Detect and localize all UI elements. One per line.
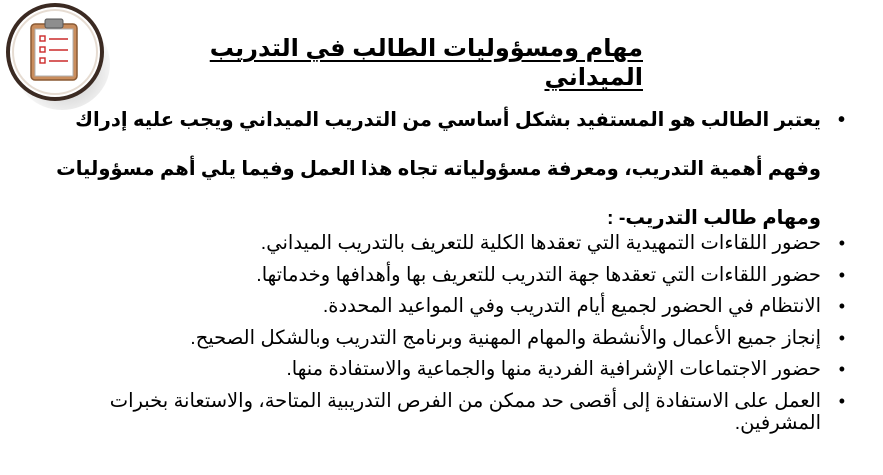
- clipboard-checklist-icon: [0, 0, 110, 110]
- duty-text: العمل على الاستفادة إلى أقصى حد ممكن من الفرص التدريبية المتاحة، والاستعانة بخبرات المشرفين.: [109, 389, 821, 434]
- bullet-icon: •: [838, 359, 845, 379]
- bullet-icon: •: [838, 233, 845, 253]
- bullet-icon: •: [838, 296, 845, 316]
- bullet-icon: •: [838, 264, 845, 285]
- list-item: [30, 232, 845, 254]
- list-item: [30, 264, 845, 286]
- list-item: [30, 295, 845, 317]
- intro-text: يعتبر الطالب هو المستفيد بشكل أساسي من التدريب الميداني ويجب عليه إدراك وفهم أهمية التدريب، ومعرفة مسؤولياته تجاه هذا العمل وفيما يلي أهم مسؤوليات ومهام طالب التدريب- :: [56, 109, 821, 229]
- duty-text: حضور اللقاءات التي تعقدها جهة التدريب للتعريف بها وأهدافها وخدماتها.: [256, 263, 821, 286]
- bullet-icon: •: [837, 109, 845, 131]
- intro-paragraph: [40, 96, 845, 243]
- duty-text: حضور اللقاءات التمهيدية التي تعقدها الكلية للتعريف بالتدريب الميداني.: [260, 232, 821, 254]
- duty-text: حضور الاجتماعات الإشرافية الفردية منها والجماعية والاستفادة منها.: [286, 358, 821, 380]
- list-item: [30, 390, 845, 434]
- duty-text: الانتظام في الحضور لجميع أيام التدريب وفي المواعيد المحددة.: [322, 295, 821, 317]
- bullet-icon: •: [838, 390, 845, 411]
- duty-text: إنجاز جميع الأعمال والأنشطة والمهام المهنية وبرنامج التدريب وبالشكل الصحيح.: [190, 326, 821, 349]
- list-item: [30, 358, 845, 380]
- list-item: [30, 327, 845, 349]
- page-title: مهام ومسؤوليات الطالب في التدريب الميداني: [209, 35, 643, 91]
- bullet-icon: •: [838, 327, 845, 348]
- duties-list: [30, 232, 845, 443]
